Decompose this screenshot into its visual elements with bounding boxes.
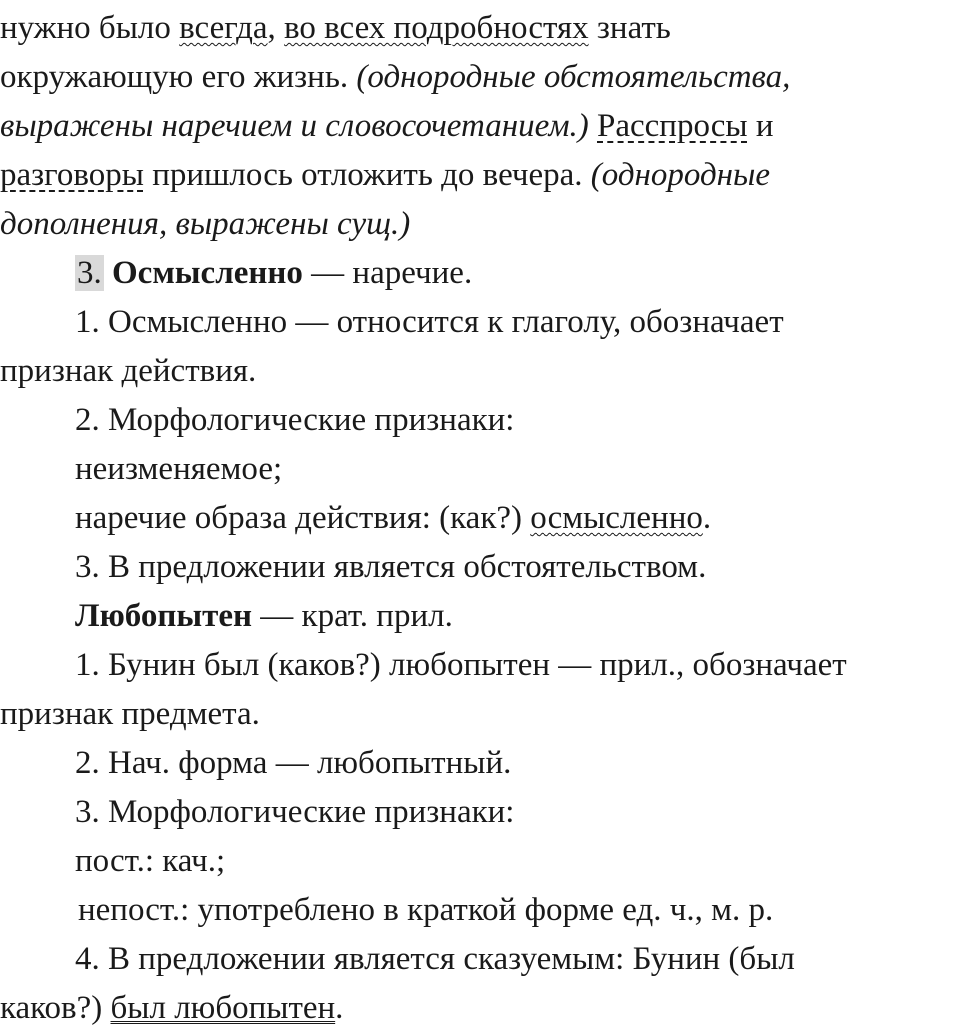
text-line-8 (0, 351, 256, 391)
text-line-14 (75, 645, 847, 685)
object-underlined: Расспросы (597, 108, 748, 144)
text: непост.: употреблено в краткой форме ед. ч., м. р. (78, 892, 774, 928)
text-line-12 (75, 547, 706, 587)
italic-note: (однородные обстоятельства, (356, 59, 791, 95)
text: неизменяемое; (75, 451, 283, 487)
text: 1. Осмысленно — относится к глаголу, обозначает (75, 304, 784, 340)
section-number: 3. (77, 255, 102, 291)
text-line-16 (75, 743, 511, 783)
adverbial-underlined: осмысленно (530, 500, 703, 536)
text: признак действия. (0, 353, 257, 389)
text: нужно было (0, 10, 180, 46)
text-line-11 (75, 498, 711, 538)
text: окружающую его жизнь. (0, 59, 357, 95)
text-line-1 (0, 8, 671, 48)
text-line-5 (0, 204, 410, 244)
text: . (335, 990, 344, 1026)
text-line-15 (0, 694, 260, 734)
text-line-2 (0, 57, 790, 97)
text-line-17 (75, 792, 514, 832)
text: признак предмета. (0, 696, 260, 732)
text: — наречие. (302, 255, 473, 291)
text: . (702, 500, 712, 536)
term-bold: Осмысленно (112, 255, 303, 291)
text-line-19 (78, 890, 773, 930)
term-bold: Любопытен (75, 598, 253, 634)
text-line-10 (75, 449, 282, 489)
text: 3. В предложении является обстоятельством. (75, 549, 707, 585)
text: 3. Морфологические признаки: (75, 794, 515, 830)
text: , (267, 10, 285, 46)
text-line-4 (0, 155, 770, 195)
adverbial-underlined: всегда (179, 10, 268, 46)
italic-note: дополнения, выражены сущ.) (0, 206, 411, 242)
predicate-underlined: был любопытен (110, 990, 336, 1026)
text: пришлось отложить до вечера. (143, 157, 591, 193)
italic-note: (однородные (590, 157, 771, 193)
text: 2. Морфологические признаки: (75, 402, 515, 438)
text: знать (588, 10, 671, 46)
text-line-9 (75, 400, 514, 440)
text: наречие образа действия: (как?) (75, 500, 531, 536)
text: и (747, 108, 774, 144)
text-line-3 (0, 106, 774, 146)
text (589, 108, 597, 144)
text-line-7 (75, 302, 784, 342)
object-underlined: разговоры (0, 157, 144, 193)
italic-note: выражены наречием и словосочетанием.) (0, 108, 589, 144)
text-line-20 (75, 939, 795, 979)
text: пост.: кач.; (75, 843, 226, 879)
section-heading (75, 253, 472, 293)
text: 2. Нач. форма — любопытный. (75, 745, 512, 781)
text: 4. В предложении является сказуемым: Бунин (был (75, 941, 795, 977)
text: — крат. прил. (252, 598, 453, 634)
text: 1. Бунин был (каков?) любопытен — прил., обозначает (75, 647, 847, 683)
text: каков?) (0, 990, 111, 1026)
text-line-18 (75, 841, 225, 881)
section-heading (75, 596, 453, 636)
text-line-21 (0, 988, 343, 1028)
adverbial-underlined: во всех подробностях (284, 10, 589, 46)
